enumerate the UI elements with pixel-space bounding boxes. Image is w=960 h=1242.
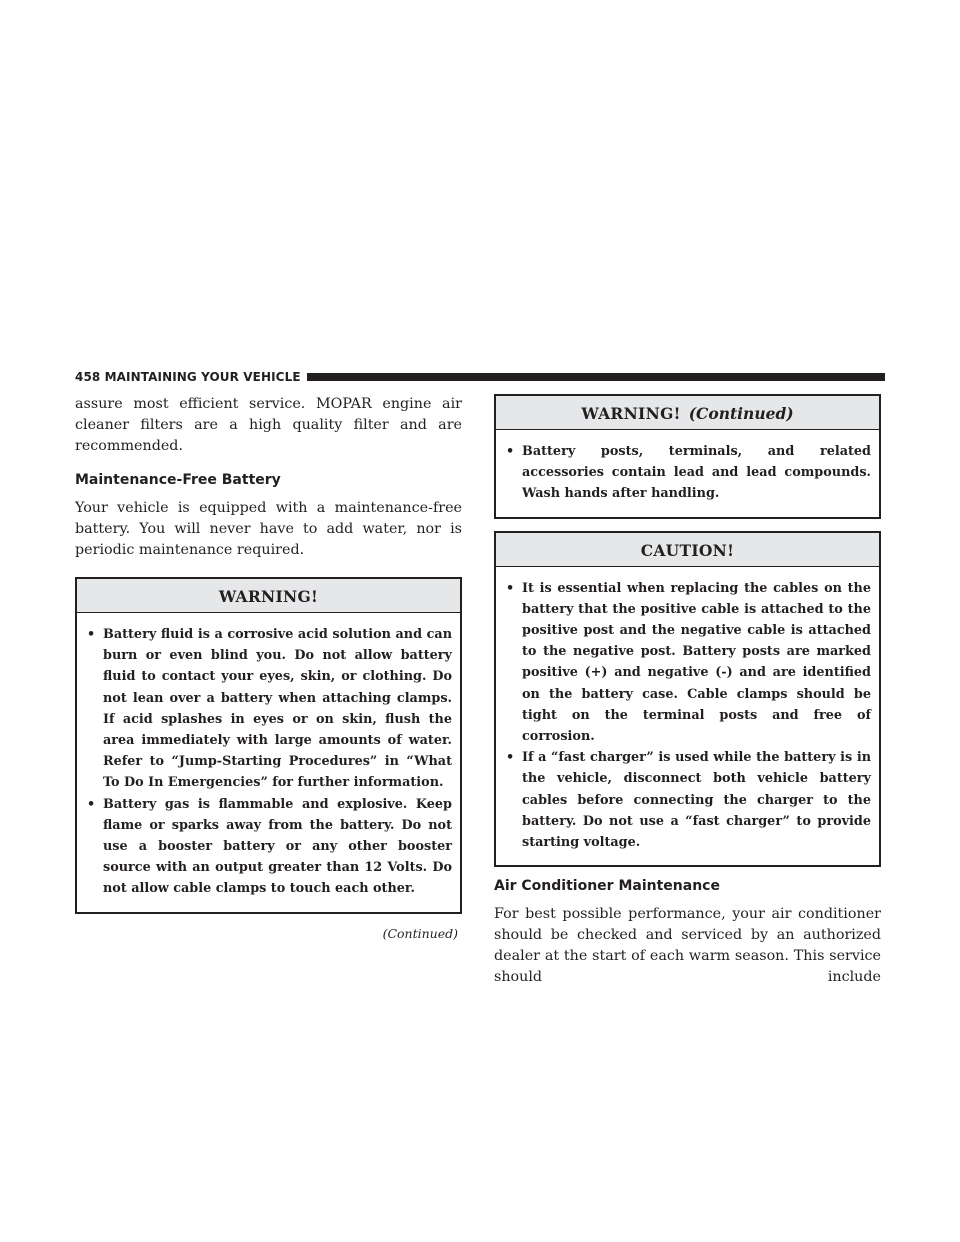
bullet-icon: • [87, 796, 96, 812]
page-number-label: 458 MAINTAINING YOUR VEHICLE [75, 370, 301, 384]
bullet-icon: • [506, 750, 515, 766]
bullet-icon: • [87, 627, 96, 642]
warning-continued-box [494, 394, 881, 519]
caution-title: CAUTION! [496, 533, 879, 567]
ac-paragraph: For best possible performance, your air conditioner should be checked and serviced by an authorized dealer at the start of each warm season. This service should include [494, 906, 881, 986]
warning-list [77, 613, 460, 912]
right-column [494, 394, 881, 988]
list-item: • Battery posts, terminals, and related accessories contain lead and lead compounds. Wash hands after handling. [506, 441, 871, 505]
list-item: • It is essential when replacing the cables on the battery that the positive cable is attached to the positive post and the negative cable is attached to the negative post. Battery posts are marked positive (+) and negative (-) and are identified on the battery case. Cable clamps should be tight on the terminal posts and free of corrosion. [506, 578, 871, 748]
battery-heading: Maintenance-Free Battery [75, 472, 281, 488]
caution-box [494, 531, 881, 868]
caution-list [496, 567, 879, 866]
warning-continued-list [496, 430, 879, 517]
battery-paragraph: Your vehicle is equipped with a maintenance-free battery. You will never have to add water, nor is periodic maintenance required. [75, 500, 462, 558]
intro-paragraph: assure most efficient service. MOPAR engine air cleaner filters are a high quality filter and are recommended. [75, 396, 462, 454]
warning-continued-title: WARNING! (Continued) [496, 396, 879, 430]
ac-heading: Air Conditioner Maintenance [494, 878, 720, 895]
warning-box [75, 577, 462, 914]
list-item: • If a “fast charger” is used while the battery is in the vehicle, disconnect both vehicle battery cables before connecting the charger to the battery. Do not use a “fast charger” to provide starting voltage. [506, 747, 871, 853]
list-item: • Battery fluid is a corrosive acid solution and can burn or even blind you. Do not allow battery fluid to contact your eyes, skin, or clothing. Do not lean over a battery when attaching clamps. If acid splashes in eyes or on skin, flush the area immediately with large amounts of water. Refer to “Jump-Starting Procedures” in “What To Do In Emergencies” for further information. [87, 624, 452, 794]
left-column [75, 394, 462, 941]
page-header [75, 370, 885, 384]
list-item: • Battery gas is flammable and explosive. Keep flame or sparks away from the battery. Do not use a booster battery or any other booster source with an output greater than 12 Volts. Do not allow cable clamps to touch each other. [87, 794, 452, 900]
bullet-icon: • [506, 580, 515, 596]
continued-label: (Continued) [382, 925, 458, 941]
header-rule [307, 373, 885, 381]
bullet-icon: • [506, 444, 515, 459]
warning-title: WARNING! [77, 579, 460, 613]
